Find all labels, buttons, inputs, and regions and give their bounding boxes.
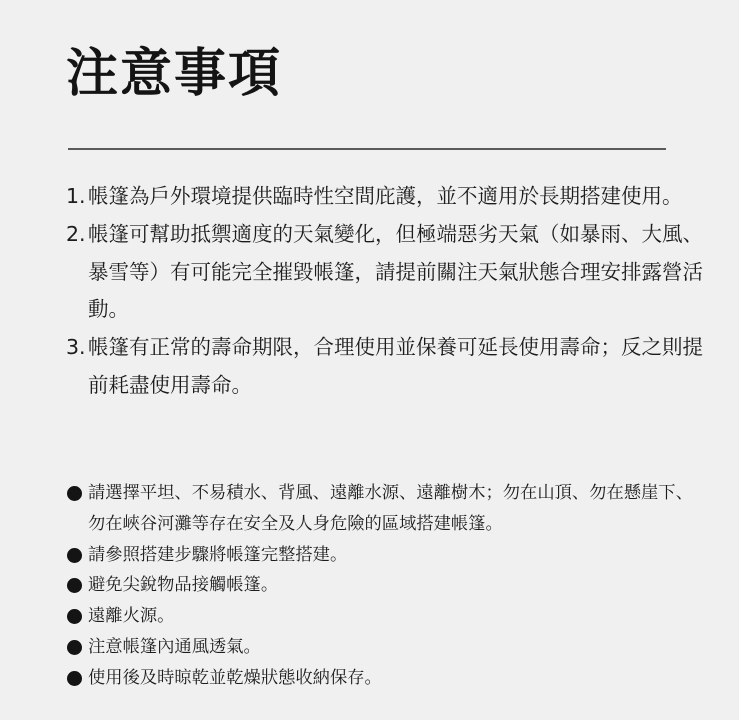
bullet-dot-icon <box>66 601 88 632</box>
bullet-item <box>66 663 706 694</box>
bullet-dot-icon <box>66 570 88 601</box>
page-title: 注意事項 <box>66 43 283 104</box>
note-number: 3. <box>66 335 86 360</box>
bullet-text: 使用後及時晾乾並乾燥狀態收納保存。 <box>88 667 382 688</box>
bullet-text: 遠離火源。 <box>88 606 175 627</box>
note-item <box>66 329 706 405</box>
bullet-text: 注意帳篷內通風透氣。 <box>88 636 261 657</box>
bullet-item <box>66 601 706 632</box>
bullet-item <box>66 478 706 540</box>
bullet-dot-icon <box>66 632 88 663</box>
bullet-dot-icon <box>66 478 88 509</box>
note-item <box>66 216 706 329</box>
bullet-text: 避免尖銳物品接觸帳篷。 <box>88 575 279 596</box>
numbered-notes-list <box>66 178 706 405</box>
bullet-dot-icon <box>66 540 88 571</box>
bullet-text: 請參照搭建步驟將帳篷完整搭建。 <box>88 544 348 565</box>
note-item <box>66 178 706 216</box>
note-text: 帳篷有正常的壽命期限，合理使用並保養可延長使用壽命；反之則提前耗盡使用壽命。 <box>88 335 703 397</box>
bullet-item <box>66 540 706 571</box>
bullet-item <box>66 632 706 663</box>
note-text: 帳篷可幫助抵禦適度的天氣變化，但極端惡劣天氣（如暴雨、大風、暴雪等）有可能完全摧毀帳篷，請提前關注天氣狀態合理安排露營活動。 <box>88 221 703 322</box>
bullet-tips-list <box>66 478 706 694</box>
bullet-text: 請選擇平坦、不易積水、背風、遠離水源、遠離樹木；勿在山頂、勿在懸崖下、勿在峽谷河灘等存在安全及人身危險的區域搭建帳篷。 <box>88 483 693 534</box>
bullet-item <box>66 570 706 601</box>
title-divider <box>68 148 666 150</box>
note-number: 1. <box>66 184 86 208</box>
note-text: 帳篷為戶外環境提供臨時性空間庇護，並不適用於長期搭建使用。 <box>88 184 683 208</box>
note-number: 2. <box>66 221 86 246</box>
bullet-dot-icon <box>66 663 88 694</box>
